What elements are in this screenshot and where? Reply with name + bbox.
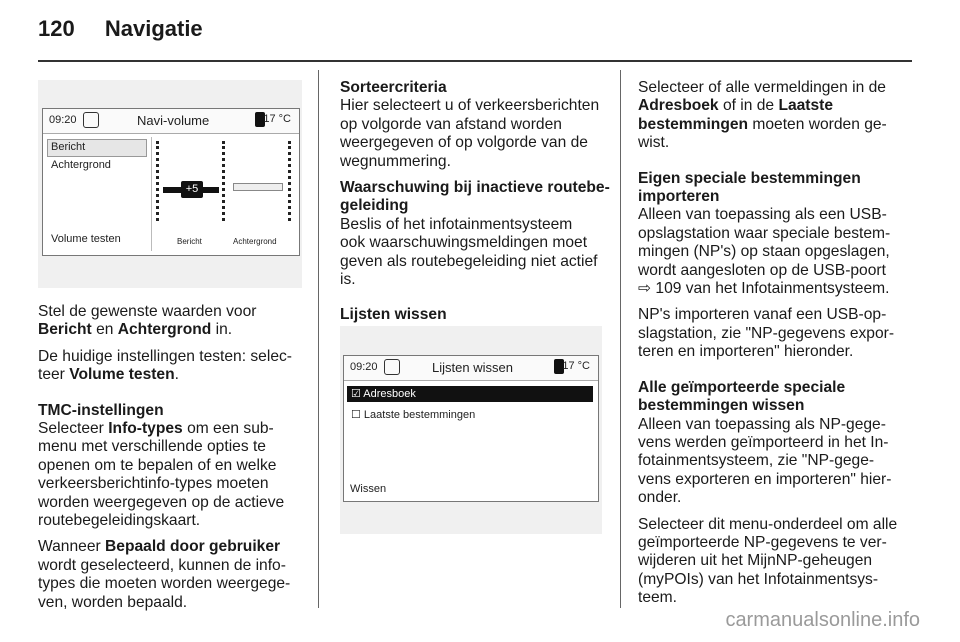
menu-item-bericht[interactable] (47, 139, 147, 157)
paragraph-import-usb: Alleen van toepassing als een USB- opslagstation waar speciale bestem- mingen (NP's) op staan opgeslagen, wordt aangesloten op de USB-poort ⇨ 109 van het Infotainmentsysteem. (638, 206, 891, 298)
screen-title: Navi-volume (137, 113, 210, 128)
paragraph-test-settings: De huidige instellingen testen: selec- teer Volume testen. (38, 347, 292, 384)
page-title: Navigatie (104, 16, 203, 41)
paragraph-select-entries: Selecteer of alle vermeldingen in de Adresboek of in de Laatste bestemmingen moeten worden ge- wist. (638, 79, 887, 152)
scale-middle (222, 141, 228, 221)
temperature: 17 °C (263, 113, 291, 125)
clock-icon (83, 112, 99, 128)
menu-item-volume-testen[interactable]: Volume testen (51, 233, 121, 245)
heading-tmc: TMC-instellingen (38, 401, 164, 419)
delete-lists-screen (343, 355, 599, 502)
heading-sort-criteria: Sorteercriteria (340, 79, 447, 96)
axis-label-bericht: Bericht (177, 237, 202, 246)
clock-icon (384, 359, 400, 375)
navi-volume-screen (42, 108, 300, 256)
page-number: 120 (38, 16, 75, 41)
clock-time: 09:20 (49, 114, 77, 126)
bericht-slider-value: +5 (181, 181, 203, 198)
delete-lists-screenshot (340, 326, 602, 534)
paragraph-sort: Hier selecteert u of verkeersberichten op volgorde van afstand worden weergegeven of op volgorde van de wegnummering. (340, 97, 600, 170)
watermark: carmanualsonline.info (725, 609, 920, 631)
paragraph-delete-applicable: Alleen van toepassing als NP-gege- vens werden geïmporteerd in het In- fotainmentsysteem, zie "NP-gege- vens exporteren en importeren" hier- onder. (638, 415, 892, 507)
heading-delete-lists: Lijsten wissen (340, 306, 447, 324)
header-rule (38, 60, 912, 62)
menu-item-label: Bericht (51, 141, 86, 153)
paragraph-delete-select: Selecteer dit menu-onderdeel om alle geïmporteerde NP-gegevens te ver- wijderen uit het MijnNP-geheugen (myPOIs) van het Infotainmentsys- teem. (638, 515, 898, 607)
achtergrond-scale-right (288, 141, 294, 221)
list-item-adresboek[interactable] (347, 386, 593, 402)
achtergrond-slider-bar[interactable] (233, 183, 283, 191)
list-item-laatste-bestemmingen[interactable]: ☐ Laatste bestemmingen (351, 409, 476, 421)
temperature: 17 °C (562, 360, 590, 372)
page-header (38, 16, 203, 42)
paragraph-warning: Beslis of het infotainmentsysteem ook waarschuwingsmeldingen moet geven als routebegeleiding niet actief is. (340, 215, 598, 289)
paragraph-import-ref: NP's importeren vanaf een USB-op- slagstation, zie "NP-gegevens expor- teren en importeren" hieronder. (638, 306, 895, 361)
paragraph-tmc: Selecteer Info-types om een sub- menu met verschillende opties te openen om te bepalen of en welke verkeersberichtinfo-types moeten worden weergegeven op de actieve routebegeleidingskaart. (38, 420, 285, 530)
column-divider-1 (318, 70, 319, 608)
list-item-label: ☑ Adresboek (351, 388, 416, 400)
column-2-text (340, 79, 610, 325)
screen-title: Lijsten wissen (432, 360, 513, 375)
delete-button[interactable]: Wissen (350, 483, 387, 495)
paragraph-user-defined: Wanneer Bepaald door gebruiker wordt geselecteerd, kunnen de info- types die moeten worden weergege- ven, worden bepaald. (38, 538, 291, 611)
status-bar (344, 356, 598, 381)
heading-delete-imported: Alle geïmporteerde speciale bestemmingen wissen (638, 378, 846, 415)
navi-volume-screenshot (38, 80, 302, 288)
heading-warning: Waarschuwing bij inactieve routebe- geleiding (340, 179, 610, 215)
clock-time: 09:20 (350, 361, 378, 373)
menu-item-achtergrond[interactable]: Achtergrond (51, 159, 111, 171)
axis-label-achtergrond: Achtergrond (233, 237, 277, 246)
paragraph-set-values: Stel de gewenste waarden voor Bericht en Achtergrond in. (38, 303, 257, 339)
column-3-text (638, 79, 914, 616)
panel-divider (151, 137, 152, 251)
column-1-text (38, 303, 308, 620)
column-divider-2 (620, 70, 621, 608)
bericht-scale-left (156, 141, 162, 221)
heading-import: Eigen speciale bestemmingen importeren (638, 169, 861, 206)
status-bar (43, 109, 299, 134)
